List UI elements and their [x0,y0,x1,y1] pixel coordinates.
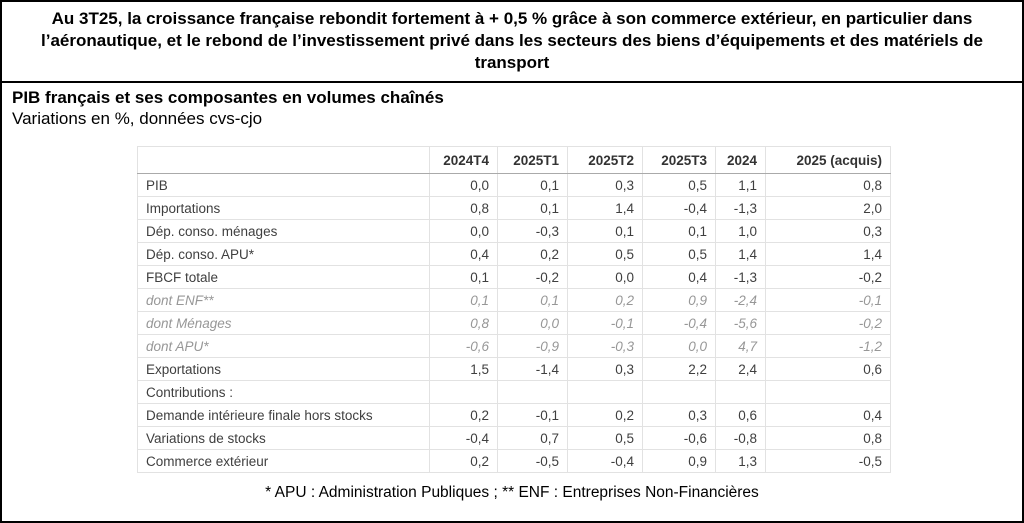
value-cell [643,381,716,404]
value-cell: 0,2 [568,289,643,312]
column-header: 2024 [716,147,766,174]
table-row [138,450,891,473]
value-cell: -0,8 [716,427,766,450]
value-cell: -0,6 [643,427,716,450]
value-cell: 0,4 [643,266,716,289]
column-header: 2025T2 [568,147,643,174]
value-cell: 2,2 [643,358,716,381]
row-label: Dép. conso. ménages [138,220,430,243]
value-cell: 1,4 [716,243,766,266]
value-cell: -1,3 [716,197,766,220]
value-cell: 1,0 [716,220,766,243]
value-cell: -0,1 [568,312,643,335]
value-cell: -1,3 [716,266,766,289]
value-cell: -0,3 [498,220,568,243]
value-cell: 0,8 [430,197,498,220]
table-subtitle: PIB français et ses composantes en volumes chaînés [12,88,444,107]
row-label: Demande intérieure finale hors stocks [138,404,430,427]
corner-cell [138,147,430,174]
value-cell: 0,8 [766,174,891,197]
row-label: Contributions : [138,381,430,404]
value-cell: 0,1 [643,220,716,243]
value-cell [568,381,643,404]
column-header: 2025T3 [643,147,716,174]
figure-body [2,83,1022,521]
value-cell: 0,3 [568,174,643,197]
value-cell: -0,5 [498,450,568,473]
value-cell: 2,4 [716,358,766,381]
value-cell [766,381,891,404]
value-cell: -0,6 [430,335,498,358]
value-cell: 1,5 [430,358,498,381]
value-cell: 0,0 [430,174,498,197]
unit-note: Variations en %, données cvs-cjo [12,109,263,128]
figure-title: Au 3T25, la croissance française rebondit fortement à + 0,5 % grâce à son commerce extérieur, en particulier dans l’aéronautique, et le rebond de l’investissement privé dans les secteurs des biens d’équipements et des matériels de transport [2,2,1022,83]
column-header: 2025 (acquis) [766,147,891,174]
value-cell: -1,2 [766,335,891,358]
value-cell: -0,1 [766,289,891,312]
value-cell [498,381,568,404]
table-row [138,312,891,335]
table-row [138,335,891,358]
value-cell: -5,6 [716,312,766,335]
value-cell: 0,3 [766,220,891,243]
value-cell: 0,9 [643,450,716,473]
row-label: dont ENF** [138,289,430,312]
value-cell: -0,4 [643,197,716,220]
value-cell: 0,9 [643,289,716,312]
footnote: * APU : Administration Publiques ; ** ENF : Entreprises Non-Financières [265,484,759,501]
value-cell: -0,2 [766,266,891,289]
value-cell: -0,4 [568,450,643,473]
row-label: dont APU* [138,335,430,358]
table-row [138,197,891,220]
table-row [138,174,891,197]
value-cell: 0,5 [643,243,716,266]
row-label: Dép. conso. APU* [138,243,430,266]
value-cell: 0,2 [498,243,568,266]
row-label: dont Ménages [138,312,430,335]
row-label: Commerce extérieur [138,450,430,473]
value-cell [716,381,766,404]
table-row [138,427,891,450]
table-header-row [138,147,891,174]
value-cell: 0,3 [643,404,716,427]
value-cell: 1,4 [766,243,891,266]
value-cell: 0,1 [498,174,568,197]
value-cell: 0,6 [716,404,766,427]
value-cell: 0,0 [498,312,568,335]
value-cell: 0,1 [568,220,643,243]
row-label: Variations de stocks [138,427,430,450]
table-row [138,358,891,381]
value-cell: -0,2 [498,266,568,289]
value-cell: -0,2 [766,312,891,335]
value-cell: 1,3 [716,450,766,473]
row-label: PIB [138,174,430,197]
row-label: FBCF totale [138,266,430,289]
value-cell: 0,5 [643,174,716,197]
row-label: Exportations [138,358,430,381]
value-cell: 0,1 [498,197,568,220]
table-head [138,147,891,174]
value-cell: -0,9 [498,335,568,358]
column-header: 2024T4 [430,147,498,174]
value-cell: -0,4 [430,427,498,450]
value-cell [430,381,498,404]
value-cell: 1,1 [716,174,766,197]
value-cell: 0,0 [568,266,643,289]
value-cell: -0,5 [766,450,891,473]
value-cell: 0,0 [430,220,498,243]
value-cell: 0,8 [430,312,498,335]
value-cell: 0,6 [766,358,891,381]
value-cell: 0,5 [568,243,643,266]
value-cell: -1,4 [498,358,568,381]
table-row [138,243,891,266]
value-cell: 0,4 [766,404,891,427]
table-body [138,174,891,473]
value-cell: 1,4 [568,197,643,220]
value-cell: -0,1 [498,404,568,427]
gdp-components-table [137,146,891,473]
table-row [138,381,891,404]
value-cell: -0,3 [568,335,643,358]
value-cell: 0,1 [430,266,498,289]
table-row [138,404,891,427]
value-cell: 0,1 [430,289,498,312]
value-cell: 0,8 [766,427,891,450]
table-row [138,289,891,312]
value-cell: 2,0 [766,197,891,220]
column-header: 2025T1 [498,147,568,174]
value-cell: 0,1 [498,289,568,312]
value-cell: 0,2 [430,450,498,473]
value-cell: 0,5 [568,427,643,450]
value-cell: -2,4 [716,289,766,312]
value-cell: 0,2 [430,404,498,427]
value-cell: 0,3 [568,358,643,381]
value-cell: 0,0 [643,335,716,358]
row-label: Importations [138,197,430,220]
value-cell: -0,4 [643,312,716,335]
table-row [138,220,891,243]
table-row [138,266,891,289]
value-cell: 4,7 [716,335,766,358]
value-cell: 0,7 [498,427,568,450]
value-cell: 0,4 [430,243,498,266]
value-cell: 0,2 [568,404,643,427]
